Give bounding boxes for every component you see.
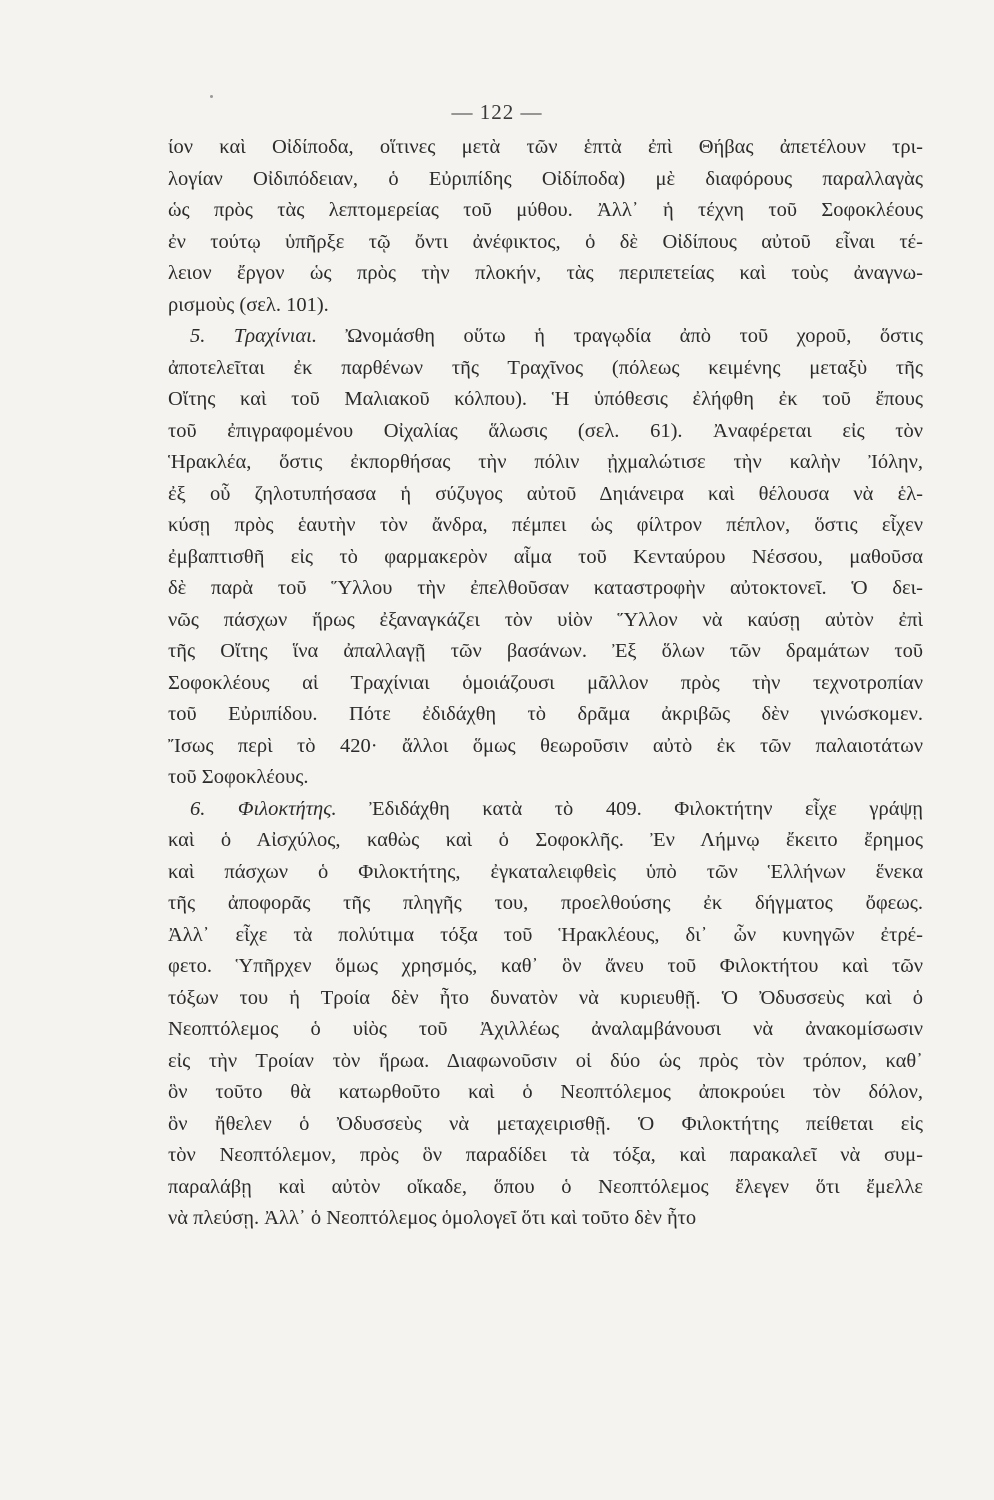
text-line: Ἐδιδάχθη κατὰ τὸ 409. Φιλοκτήτην εἶχε γράψῃ xyxy=(369,797,923,820)
text-line: Ὠνομάσθη οὕτω ἡ τραγῳδία ἀπὸ τοῦ χοροῦ, ὅστις xyxy=(345,325,923,347)
text-line: λογίαν Οἰδιπόδειαν, ὁ Εὐριπίδης Οἰδίποδα) μὲ διαφόρους παραλλαγὰς xyxy=(168,167,923,190)
text-line: εἰς τὴν Τροίαν τὸν ἥρωα. Διαφωνοῦσιν οἱ δύο ὡς πρὸς τὸν τρόπον, καθ᾽ xyxy=(168,1049,923,1072)
text-line: καὶ πάσχων ὁ Φιλοκτήτης, ἐγκαταλειφθεὶς ὑπὸ τῶν Ἑλλήνων ἕνεκα xyxy=(168,860,923,883)
text-line: ίον καὶ Οἰδίποδα, οἵτινες μετὰ τῶν ἑπτὰ ἐπὶ Θήβας ἀπετέλουν τρι- xyxy=(168,136,923,158)
text-line: κύσῃ πρὸς ἑαυτὴν τὸν ἄνδρα, πέμπει ὡς φίλτρον πέπλον, ὅστις εἶχεν xyxy=(168,514,923,536)
text-line: Σοφοκλέους αἱ Τραχίνιαι ὁμοιάζουσι μᾶλλον πρὸς τὴν τεχνοτροπίαν xyxy=(168,671,923,694)
text-line: Ἴσως περὶ τὸ 420· ἄλλοι ὅμως θεωροῦσιν αὐτὸ ἐκ τῶν παλαιοτάτων xyxy=(168,734,923,757)
text-line: τῆς ἀποφορᾶς τῆς πληγῆς του, προελθούσης ἐκ δήγματος ὄφεως. xyxy=(168,892,923,914)
text-line: ρισμοὺς (σελ. 101). xyxy=(168,293,329,316)
text-line: νὰ πλεύσῃ. Ἀλλ᾽ ὁ Νεοπτόλεμος ὁμολογεῖ ὅτι καὶ τοῦτο δὲν ἦτο xyxy=(168,1207,697,1229)
text-line: τοῦ Σοφοκλέους. xyxy=(168,766,309,788)
text-line: Οἴτης καὶ τοῦ Μαλιακοῦ κόλπου). Ἡ ὑπόθεσις ἐλήφθη ἐκ τοῦ ἔπους xyxy=(168,388,923,410)
text-line: λειον ἔργον ὡς πρὸς τὴν πλοκήν, τὰς περιπετείας καὶ τοὺς ἀναγνω- xyxy=(168,262,923,284)
text-line: Ἀλλ᾽ εἶχε τὰ πολύτιμα τόξα τοῦ Ἡρακλέους, δι᾽ ὧν κυνηγῶν ἐτρέ- xyxy=(168,923,923,946)
text-line: ἐν τούτῳ ὑπῆρξε τῷ ὄντι ἀνέφικτος, ὁ δὲ Οἰδίπους αὐτοῦ εἶναι τέ- xyxy=(168,230,923,253)
paper-speck xyxy=(210,95,213,98)
text-line: τόξων του ἡ Τροία δὲν ἦτο δυνατὸν νὰ κυριευθῇ. Ὁ Ὀδυσσεὺς καὶ ὁ xyxy=(168,986,923,1009)
text-line: ἐμβαπτισθῆ εἰς τὸ φαρμακερὸν αἷμα τοῦ Κενταύρου Νέσσου, μαθοῦσα xyxy=(168,545,923,568)
text-line: δὲ παρὰ τοῦ Ὕλλου τὴν ἐπελθοῦσαν καταστροφὴν αὐτοκτονεῖ. Ὁ δει- xyxy=(168,577,923,599)
text-line: ὃν ἤθελεν ὁ Ὀδυσσεὺς νὰ μεταχειρισθῇ. Ὁ Φιλοκτήτης πείθεται εἰς xyxy=(168,1112,923,1135)
page-number: — 122 — xyxy=(451,100,543,124)
text-line: παραλάβῃ καὶ αὐτὸν οἴκαδε, ὅπου ὁ Νεοπτόλεμος ἔλεγεν ὅτι ἔμελλε xyxy=(168,1175,923,1198)
text-line: τὸν Νεοπτόλεμον, πρὸς ὃν παραδίδει τὰ τόξα, καὶ παρακαλεῖ νὰ συμ- xyxy=(168,1144,923,1166)
section-6-heading: 6. Φιλοκτήτης. xyxy=(190,797,337,820)
section-6-first-line xyxy=(168,794,923,826)
text-line: Ἡρακλέα, ὅστις ἐκπορθήσας τὴν πόλιν ᾐχμαλώτισε τὴν καλὴν Ἰόλην, xyxy=(168,451,923,473)
text-line: φετο. Ὑπῆρχεν ὅμως χρησμός, καθ᾽ ὃν ἄνευ τοῦ Φιλοκτήτου καὶ τῶν xyxy=(168,955,923,977)
text-line: ἀποτελεῖται ἐκ παρθένων τῆς Τραχῖνος (πόλεως κειμένης μεταξὺ τῆς xyxy=(168,356,923,379)
section-5-heading: 5. Τραχίνιαι. xyxy=(190,325,317,347)
text-line: τοῦ ἐπιγραφομένου Οἰχαλίας ἅλωσις (σελ. 61). Ἀναφέρεται εἰς τὸν xyxy=(168,419,923,442)
text-line: τῆς Οἴτης ἵνα ἀπαλλαγῇ τῶν βασάνων. Ἐξ ὅλων τῶν δραμάτων τοῦ xyxy=(168,640,923,662)
body-text xyxy=(168,132,923,1235)
text-line: Νεοπτόλεμος ὁ υἱὸς τοῦ Ἀχιλλέως ἀναλαμβάνουσι νὰ ἀνακομίσωσιν xyxy=(168,1018,923,1040)
text-line: ἐξ οὗ ζηλοτυπήσασα ἡ σύζυγος αὐτοῦ Δηιάνειρα καὶ θέλουσα νὰ ἑλ- xyxy=(168,482,923,505)
text-line: νῶς πάσχων ἥρως ἐξαναγκάζει τὸν υἱὸν Ὕλλον νὰ καύσῃ αὐτὸν ἐπὶ xyxy=(168,608,923,631)
text-line: ὡς πρὸς τὰς λεπτομερείας τοῦ μύθου. Ἀλλ᾽ ἡ τέχνη τοῦ Σοφοκλέους xyxy=(168,199,923,221)
section-5-first-line xyxy=(168,321,923,353)
text-line: ὃν τοῦτο θὰ κατωρθοῦτο καὶ ὁ Νεοπτόλεμος ἀποκρούει τὸν δόλον, xyxy=(168,1081,923,1103)
text-line: τοῦ Εὐριπίδου. Πότε ἐδιδάχθη τὸ δρᾶμα ἀκριβῶς δὲν γινώσκομεν. xyxy=(168,703,923,725)
text-line: καὶ ὁ Αἰσχύλος, καθὼς καὶ ὁ Σοφοκλῆς. Ἐν Λήμνῳ ἔκειτο ἔρημος xyxy=(168,829,923,851)
